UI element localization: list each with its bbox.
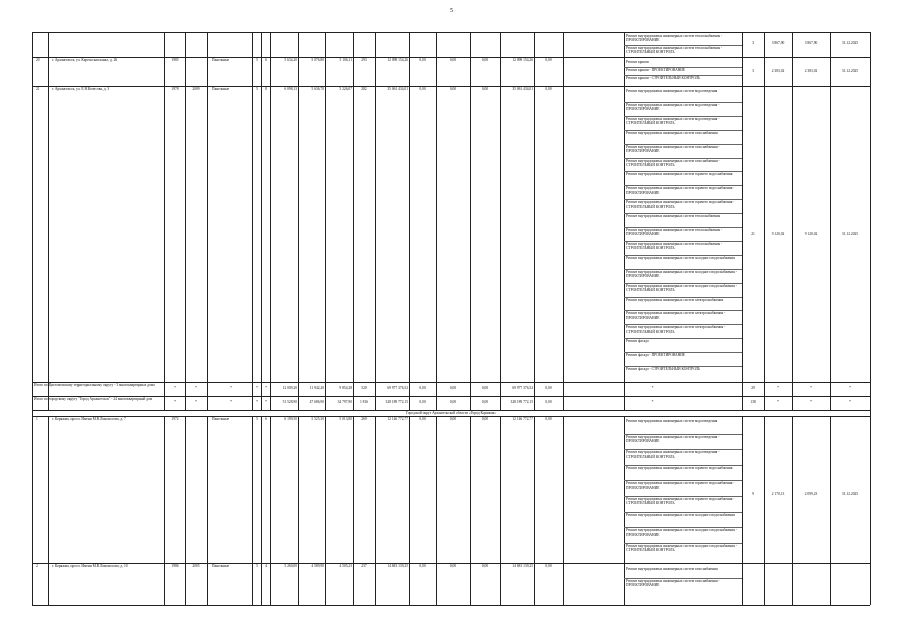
table-right-edge	[870, 32, 871, 605]
total-cell-s4: *	[256, 400, 258, 404]
work-item: Ремонт внутридомовых инженерных систем холодного водоснабжения	[626, 512, 735, 517]
total-cell-cost: 328 189 772,15	[385, 400, 408, 404]
row-cell-y1: 1985	[171, 58, 179, 62]
total-cell-s3: *	[230, 386, 232, 390]
work-item: Ремонт внутридомовых инженерных систем холодного водоснабжения - СТРОИТЕЛЬНЫЙ КОНТРОЛЬ	[626, 543, 737, 553]
total-cell-s1: *	[174, 386, 176, 390]
column-rule	[207, 416, 208, 605]
row-cell-entrances: 6	[265, 58, 267, 62]
work-deadline: 31.12.2025	[841, 492, 859, 496]
work-divider	[624, 185, 742, 186]
total-cell-f5: 0,00	[545, 400, 552, 404]
work-divider	[624, 297, 742, 298]
work-cost-2: 2 099,23	[804, 492, 818, 496]
work-divider	[624, 45, 742, 46]
row-cell-material: Панельные	[212, 58, 230, 62]
column-rule	[409, 416, 410, 605]
total-cell-s4: *	[256, 386, 258, 390]
work-deadline: 31.12.2025	[841, 69, 859, 73]
work-count: 9	[752, 492, 754, 496]
work-item: Ремонт внутридомовых инженерных систем горячего водоснабжения - СТРОИТЕЛЬНЫЙ КОНТРОЛЬ	[626, 497, 735, 506]
work-cost-1: 2 383,02	[771, 69, 785, 73]
row-cell-f2: 0,00	[449, 87, 457, 91]
row-cell-y2: 2005	[192, 564, 200, 568]
work-item: Ремонт внутридомовых инженерных систем холодного водоснабжения - СТРОИТЕЛЬНЫЙ КОНТРОЛЬ	[626, 283, 737, 292]
row-cell-area_res: 5 013,80	[339, 417, 352, 421]
row-cell-people: 237	[361, 564, 367, 568]
row-cell-entrances: 8	[265, 87, 267, 91]
total-cell-f4: 69 977 376,52	[512, 386, 533, 390]
work-item: Ремонт внутридомовых инженерных систем холодного водоснабжения - ПРОЕКТИРОВАНИЕ	[626, 269, 737, 279]
row-cell-area_total: 5 260,00	[284, 564, 297, 568]
work-divider	[624, 449, 742, 450]
work-divider	[624, 496, 742, 497]
column-rule	[48, 416, 49, 605]
row-cell-y2: 2009	[192, 87, 200, 91]
column-rule	[830, 32, 831, 410]
row-cell-y1: 1986	[171, 564, 179, 568]
work-divider	[624, 338, 742, 339]
row-cell-material: Панельные	[212, 87, 230, 91]
work-count: 3	[752, 41, 754, 45]
row-cell-address: г. Коряжма, просп. Имени М.В.Ломоносова, д. 10	[52, 564, 128, 568]
work-item: Ремонт внутридомовых инженерных систем электроснабжения - ПРОЕКТИРОВАНИЕ	[626, 311, 726, 320]
row-cell-f1: 0,00	[419, 58, 426, 62]
work-divider	[624, 283, 742, 284]
row-cell-f3: 0,00	[481, 417, 489, 421]
work-divider	[624, 324, 742, 325]
row-cell-area_all: 5 525,30	[311, 417, 324, 421]
total-cell-f3: 0,00	[481, 386, 489, 390]
row-cell-material: Панельные	[212, 417, 230, 421]
row-cell-area_res: 5 106,11	[339, 58, 352, 62]
row-rule	[32, 32, 870, 33]
row-cell-no: 21	[36, 87, 40, 91]
row-cell-f5: 0,00	[545, 564, 552, 568]
work-divider	[624, 434, 742, 435]
row-cell-address: г. Коряжма, просп. Имени М.В.Ломоносова, д. 7	[52, 417, 126, 421]
row-cell-cost: 14 681 139,25	[387, 564, 408, 568]
total-cell-f3: 0,00	[481, 400, 489, 404]
row-cell-entrances: 6	[265, 417, 267, 421]
total-cell-f2: 0,00	[449, 400, 457, 404]
work-item: Ремонт внутридомовых инженерных систем газоснабжения - СТРОИТЕЛЬНЫЙ КОНТРОЛЬ	[626, 158, 720, 167]
work-item: Ремонт внутридомовых инженерных систем горячего водоснабжения	[626, 465, 733, 470]
row-cell-f2: 0,00	[449, 417, 457, 421]
work-item: Ремонт внутридомовых инженерных систем холодного водоснабжения	[626, 255, 735, 260]
total-cell-people: 520	[361, 386, 367, 390]
column-rule	[48, 32, 49, 410]
work-divider	[624, 352, 742, 353]
work-deadline: 31.12.2025	[841, 41, 859, 45]
row-cell-area_all: 5 076,80	[311, 58, 324, 62]
total-cell-area_res: 9 854,28	[339, 386, 352, 390]
row-cell-area_total: 5 634,20	[284, 58, 297, 62]
work-divider	[624, 543, 742, 544]
row-cell-address: г. Архангельск, ул. Карельская канал, д. 26	[52, 58, 118, 62]
work-item: Ремонт внутридомовых инженерных систем теплоснабжения - ПРОЕКТИРОВАНИЕ	[626, 228, 723, 237]
work-divider	[624, 255, 742, 256]
row-cell-f2: 0,00	[449, 564, 457, 568]
row-cell-area_all: 5 636,70	[311, 87, 324, 91]
row-cell-cost: 12 146 772,77	[387, 417, 408, 421]
work-divider	[624, 67, 742, 68]
total-cell-people: 1 816	[359, 400, 369, 404]
total-cell-f5: 0,00	[545, 386, 552, 390]
work-divider	[624, 310, 742, 311]
column-rule	[534, 416, 535, 605]
work-divider	[624, 130, 742, 131]
column-rule	[792, 32, 793, 410]
work-item: Ремонт внутридомовых инженерных систем газоснабжения	[626, 130, 718, 135]
row-cell-f5: 0,00	[545, 87, 552, 91]
work-item: Ремонт внутридомовых инженерных систем теплоснабжения - СТРОИТЕЛЬНЫЙ КОНТРОЛЬ	[626, 46, 723, 55]
row-cell-floors: 5	[256, 87, 258, 91]
work-item: Ремонт внутридомовых инженерных систем водоотведения - СТРОИТЕЛЬНЫЙ КОНТРОЛЬ	[626, 450, 720, 459]
total-cell-s5: *	[265, 386, 267, 390]
column-rule	[375, 416, 376, 605]
total-cell-s2: *	[195, 386, 197, 390]
work-item: Ремонт внутридомовых инженерных систем горячего водоснабжения - СТРОИТЕЛЬНЫЙ КОНТРОЛЬ	[626, 200, 735, 209]
work-item: Ремонт внутридомовых инженерных систем теплоснабжения - СТРОИТЕЛЬНЫЙ КОНТРОЛЬ	[626, 241, 723, 251]
total-cell-s9: *	[849, 386, 851, 390]
column-rule	[436, 416, 437, 605]
column-rule	[624, 32, 625, 410]
column-rule	[185, 32, 186, 410]
total-cell-s9: *	[849, 400, 851, 404]
row-cell-f5: 0,00	[545, 58, 552, 62]
work-item: Ремонт внутридомовых инженерных систем водоотведения	[626, 419, 718, 423]
section-header: Городской округ Архангельской области «Город Коряжма»	[405, 410, 497, 415]
work-divider	[624, 480, 742, 481]
row-cell-area_total: 6 098,13	[284, 87, 297, 91]
total-cell-s6: *	[651, 400, 654, 404]
total-cell-s8: *	[810, 400, 812, 404]
total-cell-cnt: 138	[750, 400, 756, 404]
column-rule	[742, 32, 743, 410]
row-cell-f5: 0,00	[545, 417, 552, 421]
work-item: Ремонт внутридомовых инженерных систем газоснабжения	[626, 567, 718, 571]
row-cell-floors: 5	[256, 417, 258, 421]
work-divider	[624, 158, 742, 159]
total-cell-s7: *	[777, 400, 779, 404]
work-count: 3	[752, 69, 754, 73]
column-rule	[270, 416, 271, 605]
column-rule	[470, 416, 471, 605]
work-divider	[624, 227, 742, 228]
work-divider	[624, 527, 742, 528]
column-rule	[742, 416, 743, 605]
work-item: Ремонт внутридомовых инженерных систем теплоснабжения - ПРОЕКТИРОВАНИЕ	[626, 34, 723, 43]
work-divider	[624, 102, 742, 103]
total-cell-s1: *	[174, 400, 176, 404]
work-divider	[624, 366, 742, 367]
work-item: Ремонт внутридомовых инженерных систем водоотведения - СТРОИТЕЛЬНЫЙ КОНТРОЛЬ	[626, 116, 720, 126]
column-rule	[261, 416, 262, 605]
work-count: 21	[751, 232, 755, 236]
work-divider	[624, 75, 742, 76]
row-cell-y1: 1972	[171, 417, 179, 421]
table-left-edge	[32, 32, 33, 605]
total-cell-s6: *	[651, 386, 654, 390]
row-cell-floors: 5	[256, 564, 258, 568]
row-cell-area_res: 5 226,07	[339, 87, 352, 91]
row-cell-people: 269	[361, 417, 367, 421]
work-item: Ремонт крыши	[626, 60, 649, 64]
total-cell-f1: 0,00	[419, 400, 426, 404]
work-cost-1: 3 867,90	[771, 41, 785, 45]
column-rule	[207, 32, 208, 410]
column-rule	[252, 416, 253, 605]
row-cell-area_total: 6 199,50	[284, 417, 297, 421]
work-item: Ремонт внутридомовых инженерных систем электроснабжения - СТРОИТЕЛЬНЫЙ КОНТРОЛЬ	[626, 325, 726, 334]
total-cell-f2: 0,00	[449, 386, 457, 390]
work-cost-2: 3 867,90	[804, 41, 818, 45]
total-cell-cost: 69 977 376,52	[387, 386, 408, 390]
work-divider	[624, 199, 742, 200]
column-rule	[764, 32, 765, 410]
work-item: Ремонт внутридомовых инженерных систем холодного водоснабжения - ПРОЕКТИРОВАНИЕ	[626, 528, 737, 537]
column-rule	[164, 416, 165, 605]
total-cell-area_total: 51 528,90	[282, 400, 297, 404]
page-number: 5	[450, 8, 453, 14]
row-cell-f3: 0,00	[481, 58, 489, 62]
work-cost-2: 9 120,02	[804, 232, 818, 236]
column-rule	[563, 416, 564, 605]
total-cell-area_all: 11 942,20	[309, 386, 324, 390]
total-row-label: Итого по Цигломенскому территориальному округу - 3 многоквартирных дома	[34, 383, 155, 387]
work-cost-1: 2 170,13	[771, 492, 785, 496]
total-cell-s2: *	[195, 400, 197, 404]
row-cell-people: 293	[361, 58, 367, 62]
work-cost-2: 2 383,02	[804, 69, 818, 73]
work-item: Ремонт внутридомовых инженерных систем газоснабжения - ПРОЕКТИРОВАНИЕ	[626, 579, 720, 588]
row-cell-f4: 12 146 772,77	[512, 417, 533, 421]
row-cell-no: 20	[36, 58, 40, 62]
row-cell-no: 2	[36, 564, 38, 568]
column-rule	[500, 416, 501, 605]
work-cost-1: 9 120,02	[771, 232, 785, 236]
column-rule	[353, 416, 354, 605]
work-item: Ремонт внутридомовых инженерных систем газоснабжения - ПРОЕКТИРОВАНИЕ	[626, 144, 720, 153]
row-cell-f1: 0,00	[419, 564, 426, 568]
row-cell-f2: 0,00	[449, 58, 457, 62]
column-rule	[164, 32, 165, 410]
total-cell-area_all: 47 686,90	[309, 400, 324, 404]
work-divider	[624, 578, 742, 579]
row-cell-people: 282	[361, 87, 367, 91]
work-item: Ремонт внутридомовых инженерных систем водоотведения - ПРОЕКТИРОВАНИЕ	[626, 102, 720, 112]
row-cell-floors: 5	[256, 58, 258, 62]
work-item: Ремонт фасада - СТРОИТЕЛЬНЫЙ КОНТРОЛЬ	[626, 367, 701, 371]
column-rule	[830, 416, 831, 605]
row-cell-cost: 35 061 434,01	[387, 87, 408, 91]
row-cell-f3: 0,00	[481, 564, 489, 568]
column-rule	[298, 416, 299, 605]
row-cell-f4: 35 061 434,01	[512, 87, 533, 91]
column-rule	[563, 32, 564, 410]
row-cell-f1: 0,00	[419, 417, 426, 421]
work-item: Ремонт внутридомовых инженерных систем электроснабжения	[626, 297, 724, 302]
work-divider	[624, 269, 742, 270]
work-divider	[624, 512, 742, 513]
work-divider	[624, 144, 742, 145]
total-cell-s3: *	[230, 400, 232, 404]
total-cell-area_total: 12 009,20	[282, 386, 297, 390]
column-rule	[624, 416, 625, 605]
row-cell-material: Панельные	[212, 564, 230, 568]
work-item: Ремонт крыши - СТРОИТЕЛЬНЫЙ КОНТРОЛЬ	[626, 76, 701, 80]
work-item: Ремонт внутридомовых инженерных систем водоотведения - ПРОЕКТИРОВАНИЕ	[626, 434, 720, 443]
work-item: Ремонт внутридомовых инженерных систем теплоснабжения	[626, 214, 721, 219]
work-deadline: 31.12.2025	[841, 232, 859, 236]
work-divider	[624, 213, 742, 214]
column-rule	[764, 416, 765, 605]
work-divider	[624, 241, 742, 242]
row-cell-area_res: 4 505,23	[339, 564, 352, 568]
row-cell-f1: 0,00	[419, 87, 426, 91]
total-cell-f4: 328 189 772,15	[510, 400, 533, 404]
column-rule	[792, 416, 793, 605]
work-item: Ремонт внутридомовых инженерных систем горячего водоснабжения - ПРОЕКТИРОВАНИЕ	[626, 186, 735, 195]
total-cell-s8: *	[810, 386, 812, 390]
row-cell-entrances: 4	[265, 564, 267, 568]
row-rule	[32, 605, 870, 606]
work-item: Ремонт внутридомовых инженерных систем горячего водоснабжения - ПРОЕКТИРОВАНИЕ	[626, 481, 735, 490]
total-cell-s5: *	[265, 400, 267, 404]
row-cell-no: 1	[36, 417, 38, 421]
row-cell-cost: 12 098 154,26	[387, 58, 408, 62]
work-divider	[624, 116, 742, 117]
total-cell-area_res: 34 797,90	[337, 400, 352, 404]
row-cell-address: г. Архангельск, ул. Е.Н.Кочесова, д. 3	[52, 87, 110, 91]
column-rule	[185, 416, 186, 605]
work-divider	[624, 171, 742, 172]
work-item: Ремонт внутридомовых инженерных систем водоотведения	[626, 89, 718, 93]
row-cell-f4: 14 681 139,25	[512, 564, 533, 568]
total-cell-f1: 0,00	[419, 386, 426, 390]
work-item: Ремонт внутридомовых инженерных систем горячего водоснабжения	[626, 172, 733, 177]
total-cell-s7: *	[777, 386, 779, 390]
work-item: Ремонт фасада - ПРОЕКТИРОВАНИЕ	[626, 353, 685, 358]
row-cell-f4: 12 098 154,26	[512, 58, 533, 62]
column-rule	[325, 416, 326, 605]
work-divider	[624, 465, 742, 466]
work-item: Ремонт крыши - ПРОЕКТИРОВАНИЕ	[626, 68, 686, 72]
row-cell-area_all: 4 589,90	[311, 564, 324, 568]
total-cell-cnt: 29	[751, 386, 755, 390]
work-item: Ремонт фасада	[626, 339, 649, 344]
row-cell-f3: 0,00	[481, 87, 489, 91]
total-row-label: Итого по городскому округу "Город Архангельск" - 24 многоквартирный дом	[34, 397, 153, 401]
row-cell-y1: 1978	[171, 87, 179, 91]
